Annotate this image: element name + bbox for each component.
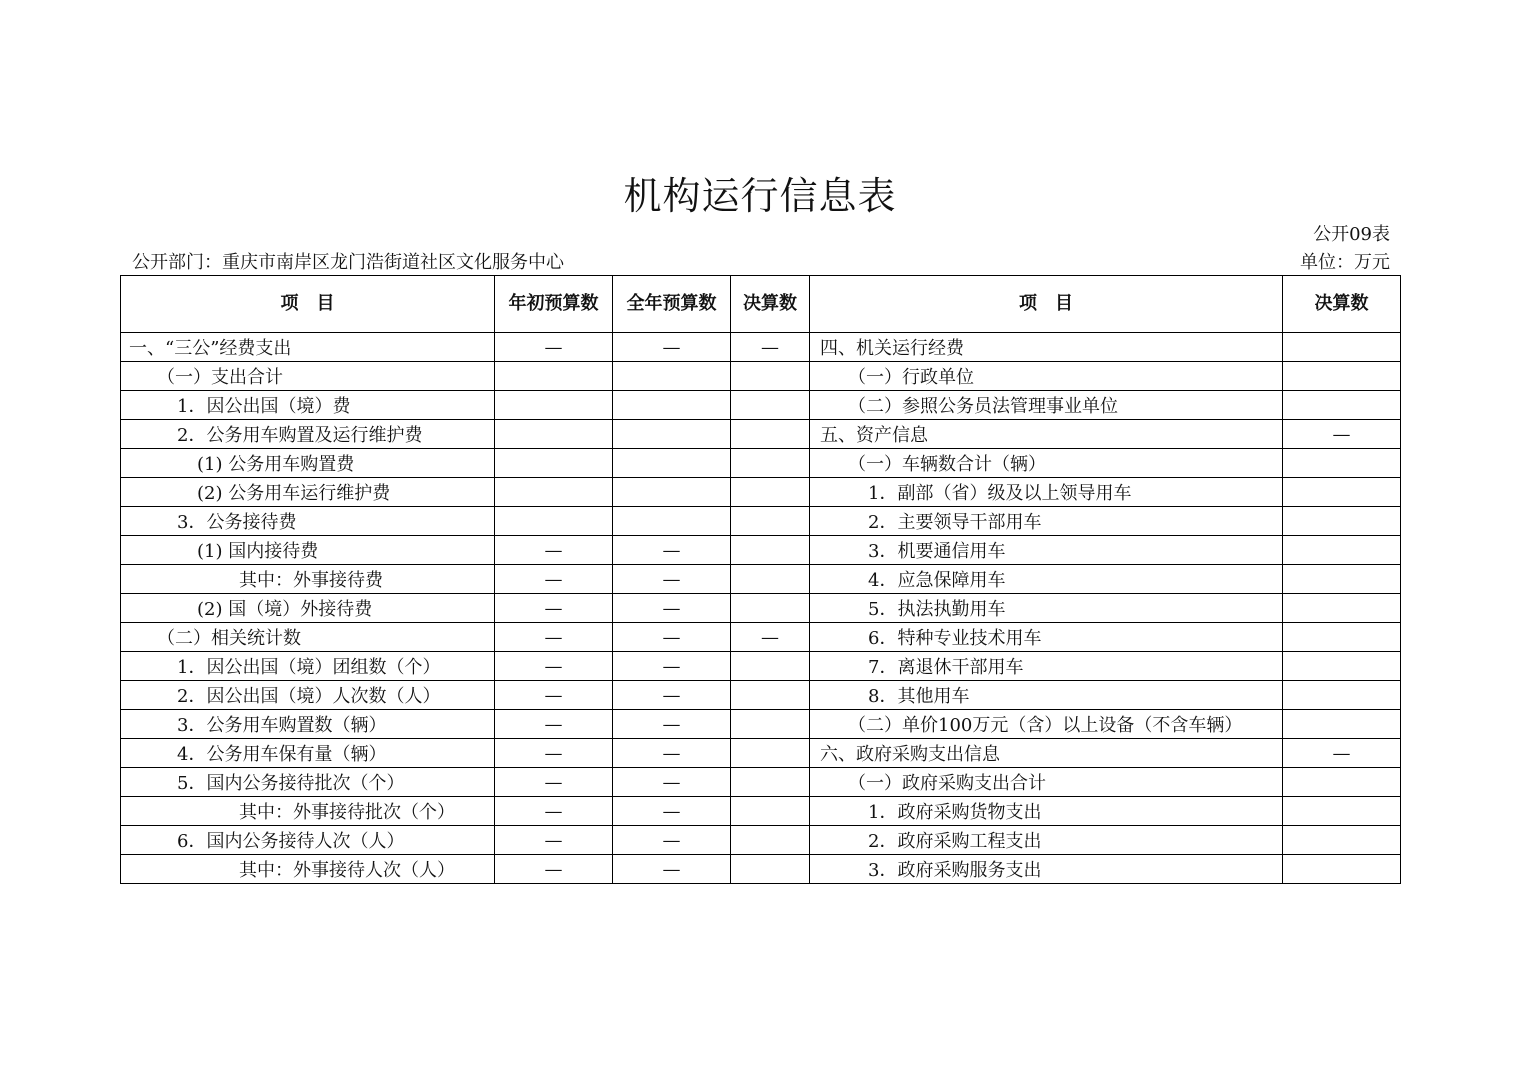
budget-full-cell — [613, 449, 731, 478]
left-item-cell: 5．国内公务接待批次（个） — [121, 768, 495, 797]
budget-initial-cell — [495, 420, 613, 449]
final-right-cell — [1283, 594, 1401, 623]
final-right-cell — [1283, 681, 1401, 710]
left-item-cell: (2) 公务用车运行维护费 — [121, 478, 495, 507]
left-item-cell: 其中：外事接待人次（人） — [121, 855, 495, 884]
final-right-cell — [1283, 333, 1401, 362]
budget-initial-cell: — — [495, 797, 613, 826]
final-right-cell — [1283, 536, 1401, 565]
left-item-cell: 4．公务用车保有量（辆） — [121, 739, 495, 768]
budget-initial-cell — [495, 449, 613, 478]
left-item-cell: 1．因公出国（境）团组数（个） — [121, 652, 495, 681]
final-left-cell — [731, 449, 810, 478]
left-item-cell: 其中：外事接待批次（个） — [121, 797, 495, 826]
right-item-cell: 2．主要领导干部用车 — [810, 507, 1283, 536]
budget-full-cell: — — [613, 710, 731, 739]
header-item-right: 项 目 — [810, 276, 1283, 333]
budget-initial-cell — [495, 362, 613, 391]
final-left-cell — [731, 797, 810, 826]
budget-initial-cell: — — [495, 623, 613, 652]
budget-full-cell — [613, 362, 731, 391]
table-row — [121, 768, 1401, 797]
budget-initial-cell — [495, 478, 613, 507]
table-row — [121, 623, 1401, 652]
final-right-cell — [1283, 652, 1401, 681]
left-item-cell: 6．国内公务接待人次（人） — [121, 826, 495, 855]
final-right-cell — [1283, 565, 1401, 594]
left-item-cell: 2．公务用车购置及运行维护费 — [121, 420, 495, 449]
right-item-cell: 7．离退休干部用车 — [810, 652, 1283, 681]
budget-full-cell: — — [613, 652, 731, 681]
budget-initial-cell: — — [495, 739, 613, 768]
final-left-cell — [731, 362, 810, 391]
right-item-cell: 8．其他用车 — [810, 681, 1283, 710]
final-right-cell — [1283, 362, 1401, 391]
table-row — [121, 797, 1401, 826]
left-item-cell: 1．因公出国（境）费 — [121, 391, 495, 420]
header-budget-initial: 年初预算数 — [495, 276, 613, 333]
table-row — [121, 681, 1401, 710]
final-left-cell — [731, 652, 810, 681]
final-right-cell — [1283, 826, 1401, 855]
header-budget-full: 全年预算数 — [613, 276, 731, 333]
budget-initial-cell: — — [495, 333, 613, 362]
right-item-cell: 1．副部（省）级及以上领导用车 — [810, 478, 1283, 507]
department-label: 公开部门：重庆市南岸区龙门浩街道社区文化服务中心 — [132, 252, 564, 273]
page-title: 机构运行信息表 — [623, 174, 897, 218]
final-right-cell — [1283, 391, 1401, 420]
table-row — [121, 565, 1401, 594]
right-item-cell: 3．政府采购服务支出 — [810, 855, 1283, 884]
left-item-cell: 3．公务用车购置数（辆） — [121, 710, 495, 739]
right-item-cell: 四、机关运行经费 — [810, 333, 1283, 362]
table-header-row — [121, 276, 1401, 333]
left-item-cell: (2) 国（境）外接待费 — [121, 594, 495, 623]
header-final-right: 决算数 — [1283, 276, 1401, 333]
table-row — [121, 536, 1401, 565]
final-left-cell — [731, 536, 810, 565]
table-row — [121, 652, 1401, 681]
budget-full-cell: — — [613, 594, 731, 623]
budget-full-cell — [613, 391, 731, 420]
table-row — [121, 594, 1401, 623]
budget-initial-cell: — — [495, 855, 613, 884]
table-body — [121, 333, 1401, 884]
budget-initial-cell: — — [495, 594, 613, 623]
final-right-cell — [1283, 623, 1401, 652]
budget-full-cell: — — [613, 333, 731, 362]
header-item-left: 项 目 — [121, 276, 495, 333]
left-item-cell: 其中：外事接待费 — [121, 565, 495, 594]
budget-full-cell — [613, 507, 731, 536]
right-item-cell: （二）单价100万元（含）以上设备（不含车辆） — [810, 710, 1283, 739]
final-left-cell — [731, 739, 810, 768]
unit-label: 单位：万元 — [1300, 252, 1390, 273]
budget-initial-cell: — — [495, 536, 613, 565]
final-right-cell — [1283, 797, 1401, 826]
budget-full-cell: — — [613, 565, 731, 594]
table-row — [121, 333, 1401, 362]
right-item-cell: 3．机要通信用车 — [810, 536, 1283, 565]
final-left-cell: — — [731, 623, 810, 652]
left-item-cell: （二）相关统计数 — [121, 623, 495, 652]
right-item-cell: 六、政府采购支出信息 — [810, 739, 1283, 768]
budget-full-cell: — — [613, 623, 731, 652]
left-item-cell: (1) 公务用车购置费 — [121, 449, 495, 478]
form-number: 公开09表 — [1313, 224, 1390, 245]
budget-initial-cell: — — [495, 565, 613, 594]
final-right-cell — [1283, 449, 1401, 478]
budget-initial-cell: — — [495, 826, 613, 855]
budget-initial-cell: — — [495, 768, 613, 797]
final-left-cell — [731, 565, 810, 594]
final-right-cell — [1283, 710, 1401, 739]
table-row — [121, 507, 1401, 536]
final-right-cell — [1283, 507, 1401, 536]
left-item-cell: （一）支出合计 — [121, 362, 495, 391]
budget-full-cell — [613, 420, 731, 449]
operation-info-table — [120, 275, 1401, 884]
final-right-cell — [1283, 855, 1401, 884]
left-item-cell: (1) 国内接待费 — [121, 536, 495, 565]
budget-full-cell: — — [613, 739, 731, 768]
right-item-cell: 4．应急保障用车 — [810, 565, 1283, 594]
budget-full-cell — [613, 478, 731, 507]
right-item-cell: （二）参照公务员法管理事业单位 — [810, 391, 1283, 420]
left-item-cell: 3．公务接待费 — [121, 507, 495, 536]
final-right-cell — [1283, 768, 1401, 797]
right-item-cell: 5．执法执勤用车 — [810, 594, 1283, 623]
header-final-left: 决算数 — [731, 276, 810, 333]
final-left-cell — [731, 826, 810, 855]
right-item-cell: 6．特种专业技术用车 — [810, 623, 1283, 652]
final-left-cell — [731, 391, 810, 420]
final-left-cell — [731, 478, 810, 507]
table-row — [121, 710, 1401, 739]
final-left-cell — [731, 855, 810, 884]
right-item-cell: 2．政府采购工程支出 — [810, 826, 1283, 855]
final-left-cell — [731, 768, 810, 797]
left-item-cell: 2．因公出国（境）人次数（人） — [121, 681, 495, 710]
table-row — [121, 739, 1401, 768]
right-item-cell: 1．政府采购货物支出 — [810, 797, 1283, 826]
final-left-cell — [731, 420, 810, 449]
budget-initial-cell: — — [495, 710, 613, 739]
left-item-cell: 一、“三公”经费支出 — [121, 333, 495, 362]
final-left-cell — [731, 594, 810, 623]
table-row — [121, 449, 1401, 478]
table-row — [121, 855, 1401, 884]
right-item-cell: 五、资产信息 — [810, 420, 1283, 449]
budget-full-cell: — — [613, 797, 731, 826]
final-left-cell — [731, 710, 810, 739]
final-left-cell: — — [731, 333, 810, 362]
final-right-cell: — — [1283, 739, 1401, 768]
right-item-cell: （一）行政单位 — [810, 362, 1283, 391]
final-left-cell — [731, 681, 810, 710]
table-row — [121, 478, 1401, 507]
budget-full-cell: — — [613, 855, 731, 884]
table-row — [121, 391, 1401, 420]
table-row — [121, 826, 1401, 855]
budget-initial-cell: — — [495, 652, 613, 681]
budget-full-cell: — — [613, 768, 731, 797]
budget-full-cell: — — [613, 536, 731, 565]
final-right-cell: — — [1283, 420, 1401, 449]
right-item-cell: （一）车辆数合计（辆） — [810, 449, 1283, 478]
table-row — [121, 420, 1401, 449]
budget-full-cell: — — [613, 826, 731, 855]
right-item-cell: （一）政府采购支出合计 — [810, 768, 1283, 797]
final-right-cell — [1283, 478, 1401, 507]
budget-initial-cell — [495, 507, 613, 536]
budget-initial-cell: — — [495, 681, 613, 710]
budget-initial-cell — [495, 391, 613, 420]
budget-full-cell: — — [613, 681, 731, 710]
final-left-cell — [731, 507, 810, 536]
table-row — [121, 362, 1401, 391]
